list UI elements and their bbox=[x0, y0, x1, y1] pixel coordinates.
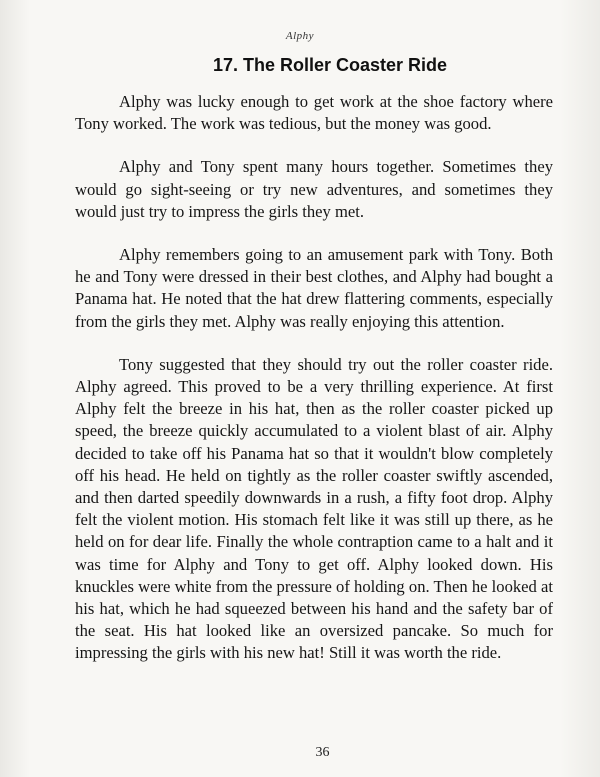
paragraph: Tony suggested that they should try out the roller coaster ride. Alphy agreed. This proved to be a very thrilling experience. At first Alphy felt the breeze in his hat, then as the roller coaster picked up speed, the breeze quickly accumulated to a violent blast of air. Alphy decided to take off his Panama hat so that it wouldn't blow completely off his head. He held on tightly as the roller coaster swiftly ascended, and then darted speedily downwards in a rush, a fifty foot drop. Alphy felt the violent motion. His stomach felt like it was still up there, as he held on for dear life. Finally the whole contraption came to a halt and it was time for Alphy and Tony to get off. Alphy looked down. His knuckles were white from the pressure of holding on. Then he looked at his hat, which he had squeezed between his hand and the safety bar of the seat. His hat looked like an oversized pancake. So much for impressing the girls with his new hat! Still it was worth the ride. bbox=[75, 354, 553, 663]
page-number: 36 bbox=[315, 745, 330, 760]
paragraph: Alphy was lucky enough to get work at the shoe factory where Tony worked. The work was tedious, but the money was good. bbox=[75, 92, 553, 134]
running-head: Alphy bbox=[285, 30, 315, 42]
body-text bbox=[75, 91, 553, 686]
paragraph: Alphy remembers going to an amusement park with Tony. Both he and Tony were dressed in their best clothes, and Alphy had bought a Panama hat. He noted that the hat drew flattering comments, especially from the girls they met. Alphy was really enjoying this attention. bbox=[75, 245, 553, 331]
chapter-title: 17. The Roller Coaster Ride bbox=[212, 55, 448, 75]
paragraph: Alphy and Tony spent many hours together. Sometimes they would go sight-seeing or try new adventures, and sometimes they would just try to impress the girls they met. bbox=[75, 157, 553, 221]
